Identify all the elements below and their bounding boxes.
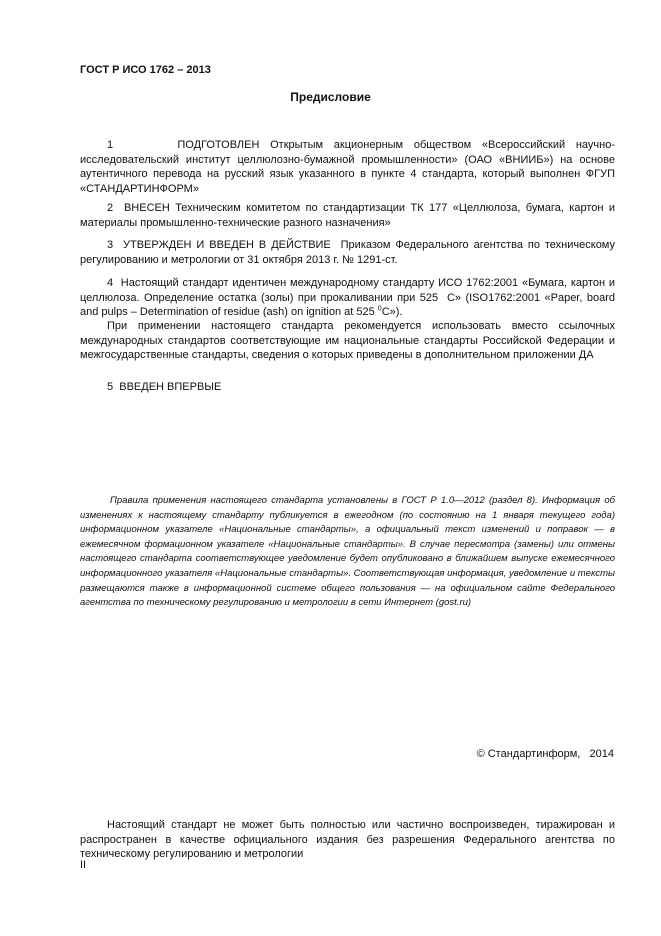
page-number: II [80, 859, 87, 871]
degree-superscript: 0 [377, 305, 382, 313]
page-title: Предисловие [290, 90, 371, 104]
item-5-first-introduced: 5 ВВЕДЕН ВПЕРВЫЕ [107, 381, 222, 393]
rules-notice: Правила применения настоящего стандарта установлены в ГОСТ Р 1.0—2012 (раздел 8). Информация об изменениях к настоящему стандарту публикуется в ежегодном (по состоянию на 1 января текущего года) информационном указателе «Национальные стандарты», а официальный текст изменений и поправок — в ежемесячном формационном указателе «Национальные стандарты». В случае пересмотра (замены) или отмены настоящего стандарта соответствующее уведомление будет опубликовано в ближайшем выпуске ежемесячного информационного указателя «Национальные стандарты». Соответствующая информация, уведомление и тексты размещаются также в информационной системе общего пользования — на официальном сайте Федерального агентства по техническому регулированию и метрологии в сети Интернет (gost.ru) [80, 495, 615, 609]
copyright: © Стандартинформ, 2014 [476, 748, 614, 760]
document-code: ГОСТ Р ИСО 1762 – 2013 [80, 64, 211, 76]
item-4-identical [80, 276, 615, 320]
reproduction-notice: Настоящий стандарт не может быть полностью или частично воспроизведен, тиражирован и распространен в качестве официального издания без разрешения Федерального агентства по техническому регулированию и метрологии [80, 819, 615, 860]
usage-recommendation: При применении настоящего стандарта рекомендуется использовать вместо ссылочных международных стандартов соответствующие им национальные стандарты Российской Федерации и межгосударственные стандарты, сведения о которых приведены в дополнительном приложении ДА [80, 320, 615, 361]
item-4-text-b: С»). [381, 306, 403, 318]
item-1-prepared: 1 ПОДГОТОВЛЕН Открытым акционерным обществом «Всероссийский научно-исследовательский институт целлюлозно-бумажной промышленности» (ОАО «ВНИИБ») на основе аутентичного перевода на русский язык указанного в пункте 4 стандарта, который выполнен ФГУП «СТАНДАРТИНФОРМ» [80, 139, 615, 195]
item-3-approved: 3 УТВЕРЖДЕН И ВВЕДЕН В ДЕЙСТВИЕ Приказом Федерального агентства по техническому регулированию и метрологии от 31 октября 2013 г. № 1291-ст. [80, 239, 615, 266]
item-2-introduced: 2 ВНЕСЕН Техническим комитетом по стандартизации ТК 177 «Целлюлоза, бумага, картон и материалы промышленно-технические разного назначения» [80, 202, 615, 229]
item-4-text-a: 4 Настоящий стандарт идентичен международному стандарту ИСО 1762:2001 «Бумага, картон и целлюлоза. Определение остатка (золы) при прокаливании при 525 С» (ISO1762:2001 «Paper, board and pulps – Determination of residue (ash) on ignition at 525 [80, 277, 615, 318]
